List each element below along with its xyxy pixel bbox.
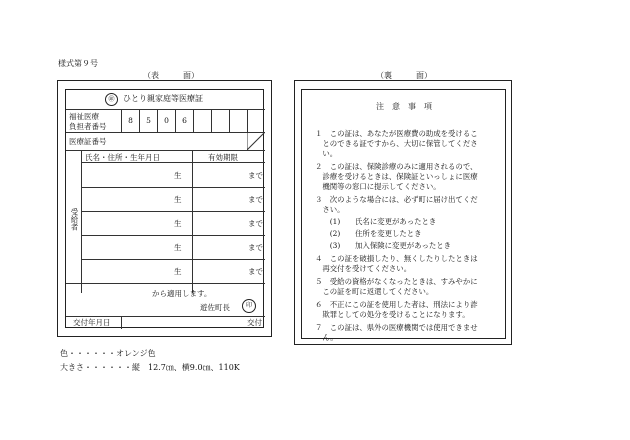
row-birth: 生 (174, 267, 182, 276)
note-line: ２ この証は、保険診療のみに適用されるので、 (315, 162, 478, 171)
stamp-mark (105, 93, 118, 106)
note-line: (3) 加入保険に変更があったとき (315, 241, 452, 250)
row-birth: 生 (174, 243, 182, 252)
payer-digit (248, 109, 265, 132)
front-card (57, 80, 272, 337)
payer-label-2: 負担者番号 (69, 122, 107, 131)
note-line: ７ この証は、県外の医療機関では使用できませ (315, 323, 478, 332)
note-line: ６ 不正にこの証を使用した者は、刑法により詐 (315, 300, 478, 309)
stamp-mark-text: ㊞ (108, 96, 115, 103)
row-until: まで (248, 171, 263, 180)
col-name-header: 氏名・住所・生年月日 (85, 153, 160, 162)
back-card (294, 80, 512, 345)
note-line: 診療を受けるときは、保険証といっしょに医療 (315, 172, 478, 181)
payer-digits (122, 109, 265, 132)
payer-digit (194, 109, 212, 132)
card-title: ひとり親家庭等医療証 (123, 94, 203, 103)
issuer-name: 遊佐町長 (200, 303, 230, 312)
note-line: ん。 (315, 333, 338, 342)
row-until: まで (248, 267, 263, 276)
payer-digit: 6 (176, 109, 194, 132)
row-birth: 生 (174, 171, 182, 180)
payer-digit (230, 109, 248, 132)
note-line: １ この証は、あなたが医療費の助成を受けるこ (315, 129, 478, 138)
note-line: さい。 (315, 205, 345, 214)
cert-number-label: 医療証番号 (69, 137, 107, 146)
note-line: この証を町に返還してください。 (315, 287, 434, 296)
form-number: 様式第９号 (58, 59, 98, 68)
payer-label-1: 福祉医療 (69, 112, 99, 121)
note-line: 再交付を受けてください。 (315, 264, 412, 273)
note-line: 欺罪としての処分を受けることになります。 (315, 310, 470, 319)
note-line: ５ 受給の資格がなくなったときは、すみやかに (315, 277, 478, 286)
diagonal-cell (247, 132, 265, 150)
issue-suffix: 交付 (247, 318, 262, 327)
payer-digit: 0 (158, 109, 176, 132)
note-line: (1) 氏名に変更があったとき (315, 217, 437, 226)
applies-from-text: から適用します。 (152, 289, 212, 298)
row-birth: 生 (174, 195, 182, 204)
issuer-seal (242, 299, 256, 313)
front-heading: （表 面） (143, 71, 199, 80)
size-spec: 大きさ・・・・・・縦 12.7㎝、横9.0㎝、110K (60, 363, 240, 372)
row-until: まで (248, 243, 263, 252)
note-line: (2) 住所を変更したとき (315, 229, 422, 238)
note-line: ３ 次のような場合には、必ず町に届け出てくだ (315, 195, 478, 204)
row-birth: 生 (174, 219, 182, 228)
note-line: とのできる証ですから、大切に保管してくださ (315, 139, 478, 148)
recipients-side-label (69, 208, 79, 231)
side-label-text: 受給者 (70, 208, 79, 231)
payer-digit (212, 109, 230, 132)
note-line: 機関等の窓口に提示してください。 (315, 182, 441, 191)
col-valid-header: 有効期限 (208, 153, 238, 162)
notes-title: 注 意 事 項 (376, 102, 432, 111)
payer-digit: 8 (122, 109, 140, 132)
note-line: い。 (315, 149, 338, 158)
back-heading: （裏 面） (376, 71, 432, 80)
front-form (65, 89, 264, 328)
back-notes-box (301, 89, 506, 342)
row-until: まで (248, 219, 263, 228)
note-line: ４ この証を破損したり、無くしたりしたときは (315, 254, 478, 263)
row-until: まで (248, 195, 263, 204)
color-spec: 色・・・・・・オレンジ色 (60, 349, 156, 358)
issuer-seal-text: 印 (245, 302, 252, 309)
issue-date-label: 交付年月日 (73, 318, 111, 327)
payer-digit: 5 (140, 109, 158, 132)
